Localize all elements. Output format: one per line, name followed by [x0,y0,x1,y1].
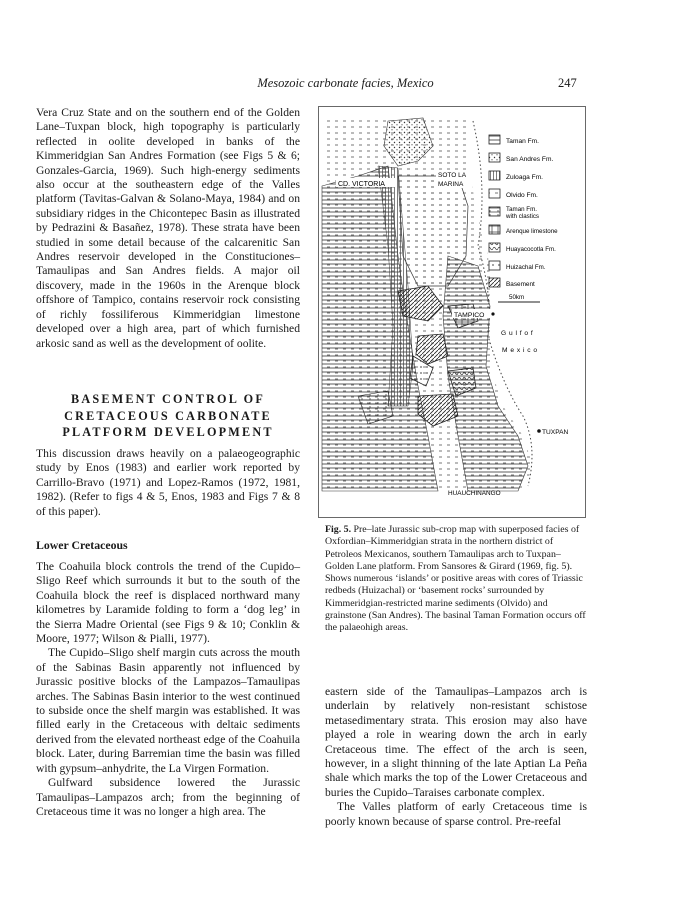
scale-label: 50km [509,294,525,301]
legend-label: Taman Fm. [506,138,539,145]
legend-label: Basement [506,281,535,288]
legend-label: Taman Fm. [506,206,537,213]
page-number: 247 [558,76,577,90]
section-heading [36,391,300,441]
gulf-label: G u l f o f [501,330,534,337]
paragraph: eastern side of the Tamaulipas–Lampazos arch is underlain by relatively non-resistant schistose metasedimentary strata. This erosion may also have played a role in wearing down the arch in early Cretaceous time. The effect of the arch is seen, however, in a slight thinning of the late Aptian La Peña shale which marks the top of the Lower Cretaceous and buries the Cupido–Taraises carbonate complex. [325,685,587,799]
legend-label: Huayacocotla Fm. [506,246,556,253]
legend [489,135,558,302]
paragraph: The Cupido–Sligo shelf margin cuts across the mouth of the Sabinas Basin apparently not influenced by Jurassic positive blocks of the Lampazos–Tamaulipas arches. The Sabinas Basin interior to the west continued to subside once the shelf margin was established. It was filled early in the Cretaceous with deltaic sediments derived from the elevated northeast edge of the Coahuila block. Later, during Barremian time the basin was filled with gypsum–anhydrite, the La Virgen Formation. [36,646,300,775]
legend-label: Huizachal Fm. [506,264,546,271]
right-column [325,685,587,829]
place-tampico: TAMPICO [454,312,485,319]
map-svg [318,106,586,518]
left-column-bottom [36,560,300,819]
place-marina: MARINA [438,181,464,188]
paragraph: This discussion draws heavily on a palaeogeographic study by Enos (1983) and earlier work reported by Carrillo-Bravo (1971) and Lopez-Ramos (1972, 1981, 1982). (Refer to figs 4 & 5, Enos, 1983 and Figs 7 & 8 of this paper). [36,447,300,518]
paragraph: The Coahuila block controls the trend of the Cupido–Sligo Reef which surrounds it but to the south of the Coahuila block the reef is displaced northward many kilometres by Laramide folding to form a ‘dog leg’ in the Sierra Madre Oriental (see Figs 9 & 10; Conklin & Moore, 1977; Wilson & Pialli, 1977). [36,560,300,646]
legend-label: Arenque limestone [506,228,558,235]
paragraph: Gulfward subsidence lowered the Jurassic Tamaulipas–Lampazos arch; from the beginning of Cretaceous time it was no longer a high area. The [36,776,300,818]
subheading: Lower Cretaceous [36,538,128,552]
legend-swatch [489,189,500,198]
left-column-middle [36,447,300,519]
legend-swatch [489,225,500,234]
paragraph: The Valles platform of early Cretaceous time is poorly known because of sparse control. Pre-reefal [325,800,587,828]
legend-label: with clastics [506,213,540,220]
legend-swatch [489,153,500,162]
legend-label: Olvido Fm. [506,192,538,199]
running-title: Mesozoic carbonate facies, Mexico [257,76,434,90]
figure-map [318,106,586,518]
legend-swatch [489,171,500,180]
legend-label: San Andres Fm. [506,156,554,163]
legend-swatch [489,207,500,216]
figure-caption [325,524,587,635]
place-cd-victoria: CD. VICTORIA [338,181,385,188]
place-huauchinango: HUAUCHINANGO [448,490,501,497]
mexico-label: M e x i c o [502,347,538,354]
paragraph: Vera Cruz State and on the southern end of the Golden Lane–Tuxpan block, high topography is particularly reflected in oolite developed in banks of the Kimmeridgian San Andres Formation (see Figs 5 & 6; Gonzales-Garcia, 1969). Such high-energy sediments also occur at the southeastern edge of the Valles platform (Tavitas-Galvan & Solano-Maya, 1984) and on subsidiary ridges in the Chicontepec Basin as illustrated by Pedrazini & Basañez, 1978). These strata have been studied in some detail because of the calcarenitic San Andres reservoir developed in the Constituciones–Tamaulipas and San Andres fields. A major oil discovery, made in the 1960s in the Arenque block offshore of Tampico, contains reservoir rock consisting of richly fossiliferous Kimmeridgian limestone developed over a high area, part of which furnished arkosic sand as well as the development of oolite. [36,106,300,350]
tuxpan-dot [537,429,541,433]
section-heading-line: PLATFORM DEVELOPMENT [62,425,274,439]
figure-label: Fig. 5. [325,524,352,535]
section-heading-line: BASEMENT CONTROL OF [71,392,265,406]
place-tuxpan: TUXPAN [542,429,569,436]
tampico-dot [491,312,494,315]
left-column-top [36,106,300,351]
legend-swatch [489,243,500,252]
legend-swatch [489,135,500,144]
place-soto-la: SOTO LA [438,172,467,179]
caption-text: Pre–late Jurassic sub-crop map with superposed facies of Oxfordian–Kimmeridgian strata in the northern district of Petroleos Mexicanos, southern Tamaulipas arch to Tuxpan–Golden Lane platform. From Sansores & Girard (1969, fig. 5). Shows numerous ‘islands’ or positive areas with cores of Triassic redbeds (Huizachal) or ‘basement rocks’ surrounded by Kimmeridgian-restricted marine sediments (Olvido) and grainstone (San Andres). The basinal Taman Formation occurs off the palaeohigh areas. [325,524,586,634]
legend-swatch [489,278,500,287]
legend-swatch [489,261,500,270]
legend-label: Zuloaga Fm. [506,174,544,181]
section-heading-line: CRETACEOUS CARBONATE [64,408,272,423]
